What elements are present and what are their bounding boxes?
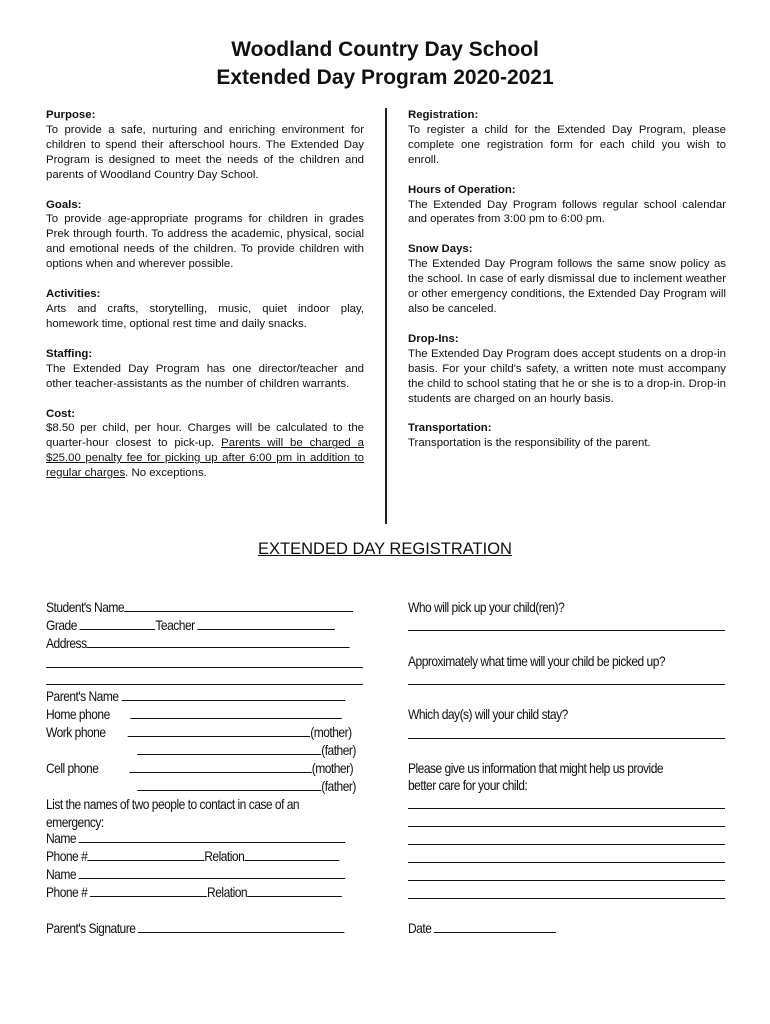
goals-heading: Goals: [46, 198, 82, 211]
work-phone-father-row [46, 741, 356, 759]
work-phone-label: Work phone [46, 724, 106, 740]
signature-label: Parent's Signature [46, 920, 136, 936]
date-label: Date [408, 920, 432, 936]
date-row [408, 919, 556, 937]
signature-row [46, 919, 345, 937]
contact-2-phone-field[interactable] [90, 883, 207, 897]
cost-heading: Cost: [46, 407, 76, 420]
purpose-text: To provide a safe, nurturing and enriching environment for children to spend their afterschool hours. The Extended Day Program is designed to meet the needs of the children and parents of Woodland Country Day School. [46, 123, 364, 181]
activities-text: Arts and crafts, storytelling, music, quiet indoor play, homework time, optional rest time and daily snacks. [46, 302, 364, 330]
contact-2-name-field[interactable] [79, 865, 346, 879]
pickup-time-answer-field[interactable] [408, 684, 725, 685]
snow-days-text: The Extended Day Program follows the same snow policy as the school. In case of early dismissal due to inclement weather or other emergency conditions, the Extended Day Program will also be canceled. [408, 258, 726, 315]
program-title: Extended Day Program 2020-2021 [216, 66, 554, 89]
cell-phone-father-row [46, 777, 356, 795]
address-row [46, 634, 350, 652]
snow-days-heading: Snow Days: [408, 243, 473, 256]
transportation-section [408, 421, 726, 451]
student-name-row [46, 598, 353, 616]
contact-1-phone-field[interactable] [87, 847, 204, 861]
drop-ins-heading: Drop-Ins: [408, 332, 459, 345]
transportation-text: Transportation is the responsibility of the parent. [408, 437, 651, 450]
parents-name-row [46, 687, 345, 705]
care-info-question-line-2: better care for your child: [408, 777, 528, 793]
cost-text-plain: $8.50 per child, per hour. Charges will be calculated to the quarter-hour closest to pick-up. [46, 422, 364, 450]
registration-info-section [408, 108, 726, 168]
cell-phone-mother-label: (mother) [311, 760, 354, 776]
signature-field[interactable] [138, 919, 344, 933]
purpose-section [46, 108, 364, 183]
contact-2-name-row [46, 865, 345, 883]
transportation-heading: Transportation: [408, 422, 492, 435]
contact-2-relation-field[interactable] [247, 883, 342, 897]
care-info-answer-line-4[interactable] [408, 862, 725, 863]
contact-1-relation-label: Relation [204, 848, 245, 864]
care-info-question-line-1: Please give us information that might help us provide [408, 760, 664, 776]
cell-phone-label: Cell phone [46, 760, 99, 776]
care-info-answer-line-3[interactable] [408, 844, 725, 845]
pickup-answer-field[interactable] [408, 630, 725, 631]
date-field[interactable] [434, 919, 556, 933]
drop-ins-section [408, 332, 726, 407]
pickup-time-question: Approximately what time will your child be picked up? [408, 653, 666, 669]
cost-penalty-text: Parents will be charged a $25.00 penalty fee for picking up after 6:00 pm in addition to regular charges [46, 437, 364, 480]
left-info-column [46, 108, 364, 496]
hours-text: The Extended Day Program follows regular school calendar and operates from 3:00 pm to 6:00 pm. [408, 198, 726, 226]
care-info-answer-line-1[interactable] [408, 808, 725, 809]
address-field-line-1[interactable] [87, 634, 350, 648]
cell-phone-mother-row [46, 759, 353, 777]
hours-section [408, 183, 726, 228]
contact-1-name-row [46, 829, 345, 847]
right-info-column [408, 108, 726, 466]
care-info-answer-line-6[interactable] [408, 898, 725, 899]
hours-heading: Hours of Operation: [408, 183, 516, 196]
grade-field[interactable] [80, 616, 156, 630]
contact-2-phone-row [46, 883, 342, 901]
contact-1-phone-label: Phone # [46, 848, 88, 864]
contact-2-phone-label: Phone # [46, 884, 88, 900]
home-phone-row [46, 705, 342, 723]
cost-section [46, 407, 364, 482]
days-question: Which day(s) will your child stay? [408, 706, 568, 722]
snow-days-section [408, 242, 726, 317]
parents-name-field[interactable] [121, 687, 345, 701]
cost-text [46, 421, 364, 481]
school-name: Woodland Country Day School [231, 38, 539, 61]
goals-section [46, 198, 364, 273]
cost-text-end: . No exceptions. [125, 467, 207, 480]
contact-1-relation-field[interactable] [244, 847, 339, 861]
address-field-line-2[interactable] [46, 667, 363, 668]
goals-text: To provide age-appropriate programs for children in grades Prek through fourth. To address the academic, physical, social and emotional needs of the children. To provide children with options when and wherever possible. [46, 213, 364, 271]
teacher-field[interactable] [197, 616, 335, 630]
contact-2-name-label: Name [46, 866, 77, 882]
cell-phone-father-label: (father) [321, 778, 356, 794]
registration-form-title: EXTENDED DAY REGISTRATION [258, 540, 512, 558]
care-info-answer-line-5[interactable] [408, 880, 725, 881]
contact-1-name-field[interactable] [79, 829, 346, 843]
pickup-question: Who will pick up your child(ren)? [408, 599, 565, 615]
work-phone-father-field[interactable] [137, 741, 321, 755]
home-phone-field[interactable] [130, 705, 342, 719]
grade-label: Grade [46, 617, 77, 633]
contact-1-name-label: Name [46, 830, 77, 846]
contacts-instructions-line-1: List the names of two people to contact in case of an [46, 796, 300, 812]
contact-2-relation-label: Relation [207, 884, 248, 900]
registration-text: To register a child for the Extended Day Program, please complete one registration form for each child you wish to enroll. [408, 123, 726, 166]
days-answer-field[interactable] [408, 738, 725, 739]
activities-heading: Activities: [46, 288, 101, 301]
work-phone-mother-field[interactable] [128, 723, 310, 737]
care-info-answer-line-2[interactable] [408, 826, 725, 827]
address-field-line-3[interactable] [46, 684, 363, 685]
contact-1-phone-row [46, 847, 339, 865]
home-phone-label: Home phone [46, 706, 110, 722]
student-name-field[interactable] [124, 598, 353, 612]
parents-name-label: Parent's Name [46, 688, 119, 704]
drop-ins-text: The Extended Day Program does accept students on a drop-in basis. For your child's safety, a written note must accompany the child to school stating that he or she is to a drop-in. Drop-in students are charged on an hourly basis. [408, 347, 726, 405]
address-label: Address [46, 635, 87, 651]
work-phone-mother-label: (mother) [310, 724, 352, 740]
cell-phone-father-field[interactable] [137, 777, 321, 791]
cell-phone-mother-field[interactable] [129, 759, 311, 773]
activities-section [46, 287, 364, 332]
column-divider [385, 108, 387, 524]
contacts-instructions-line-2: emergency: [46, 814, 104, 830]
registration-heading: Registration: [408, 109, 479, 121]
staffing-text: The Extended Day Program has one director/teacher and other teacher-assistants as the number of children warrants. [46, 362, 364, 390]
purpose-heading: Purpose: [46, 109, 96, 121]
teacher-label: Teacher [155, 617, 195, 633]
student-name-label: Student's Name [46, 599, 125, 615]
staffing-heading: Staffing: [46, 347, 93, 360]
staffing-section [46, 347, 364, 392]
work-phone-father-label: (father) [321, 742, 356, 758]
grade-teacher-row [46, 616, 335, 634]
work-phone-mother-row [46, 723, 352, 741]
